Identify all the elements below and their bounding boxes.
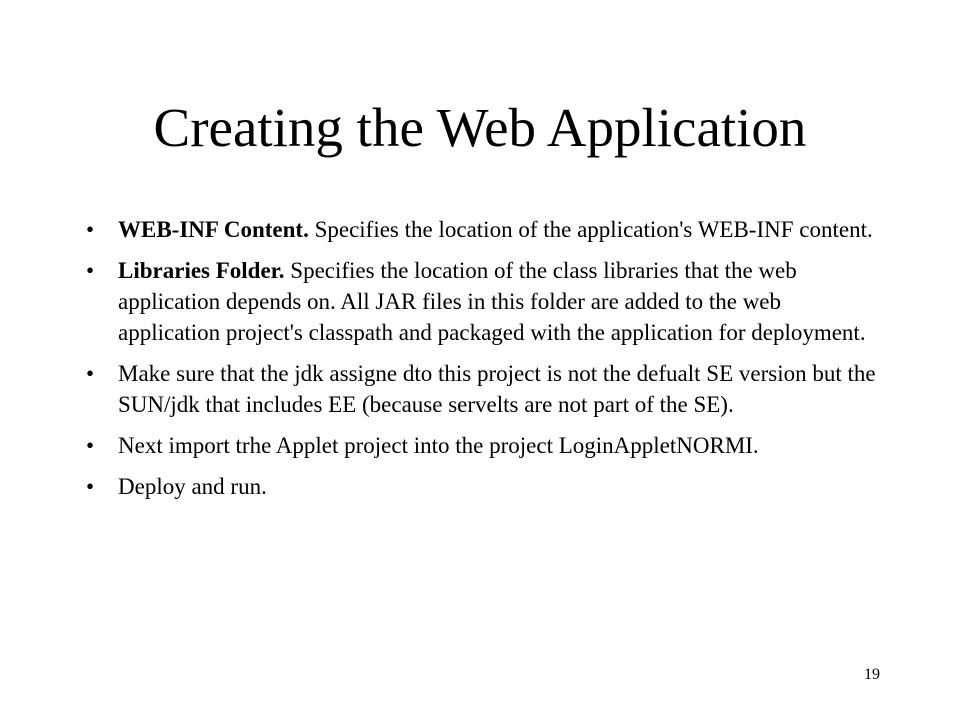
- bullet-icon: •: [86, 361, 95, 386]
- bullet-body: Specifies the location of the application's WEB-INF content.: [308, 217, 873, 242]
- bullet-icon: •: [86, 258, 95, 283]
- bullet-text: Make sure that the jdk assigne dto this project is not the defualt SE version but the SUN/jdk that includes EE (because servelts are not part of the SE).: [118, 361, 876, 417]
- bullet-lead: WEB-INF Content.: [118, 217, 309, 242]
- bullet-text: Deploy and run.: [118, 474, 267, 499]
- bullet-text: [118, 214, 876, 245]
- page-number: 19: [864, 666, 880, 683]
- bullet-item-jdk-note: [86, 358, 876, 420]
- bullet-lead: Libraries Folder.: [118, 258, 285, 283]
- bullet-item-import-applet: [86, 430, 876, 461]
- bullet-list: [86, 214, 876, 512]
- bullet-icon: •: [86, 474, 95, 499]
- bullet-item-deploy-run: [86, 471, 876, 502]
- bullet-text: [118, 255, 876, 348]
- slide-title: Creating the Web Application: [153, 97, 807, 158]
- bullet-body: Specifies the location of the class libraries that the web application depends on. All JAR files in this folder are added to the web application project's classpath and packaged with the application for deployment.: [118, 258, 866, 345]
- bullet-item-libraries-folder: [86, 255, 876, 348]
- bullet-text: Next import trhe Applet project into the project LoginAppletNORMI.: [118, 433, 759, 458]
- bullet-icon: •: [86, 433, 95, 458]
- bullet-icon: •: [86, 217, 95, 242]
- bullet-item-web-inf-content: [86, 214, 876, 245]
